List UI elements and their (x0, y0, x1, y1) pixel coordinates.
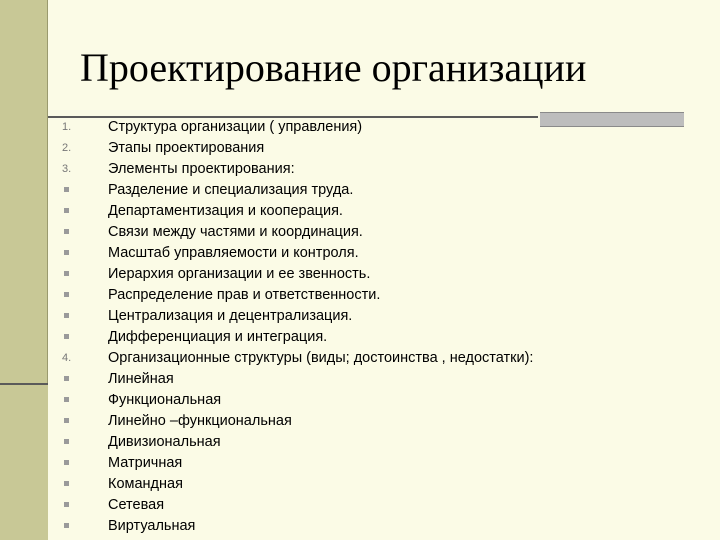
list-item-text: Линейная (108, 370, 174, 387)
square-bullet-icon (64, 439, 69, 444)
list-item (62, 200, 533, 221)
bullet-icon (62, 313, 108, 318)
list-item (62, 116, 533, 137)
bullet-icon (62, 376, 108, 381)
list-item (62, 347, 533, 368)
list-item (62, 263, 533, 284)
square-bullet-icon (64, 271, 69, 276)
bullet-icon (62, 397, 108, 402)
list-item (62, 242, 533, 263)
bullet-icon (62, 229, 108, 234)
bullet-icon (62, 208, 108, 213)
list-item-text: Связи между частями и координация. (108, 223, 363, 240)
list-item (62, 326, 533, 347)
square-bullet-icon (64, 376, 69, 381)
list-item (62, 389, 533, 410)
list-item (62, 473, 533, 494)
list-item (62, 137, 533, 158)
list-item (62, 221, 533, 242)
content-list (62, 116, 533, 536)
square-bullet-icon (64, 502, 69, 507)
square-bullet-icon (64, 481, 69, 486)
square-bullet-icon (64, 334, 69, 339)
list-item-text: Сетевая (108, 496, 165, 513)
list-item (62, 305, 533, 326)
list-item-text: Иерархия организации и ее звенность. (108, 265, 371, 282)
square-bullet-icon (64, 460, 69, 465)
square-bullet-icon (64, 250, 69, 255)
square-bullet-icon (64, 397, 69, 402)
list-item-text: Департаментизация и кооперация. (108, 202, 343, 219)
bullet-icon (62, 502, 108, 507)
square-bullet-icon (64, 208, 69, 213)
list-item-text: Виртуальная (108, 517, 196, 534)
list-item (62, 368, 533, 389)
list-number: 2. (62, 141, 72, 154)
square-bullet-icon (64, 418, 69, 423)
bullet-icon (62, 271, 108, 276)
list-item-text: Разделение и специализация труда. (108, 181, 354, 198)
list-item-text: Распределение прав и ответственности. (108, 286, 381, 303)
list-item (62, 179, 533, 200)
bullet-icon (62, 523, 108, 528)
list-item (62, 494, 533, 515)
list-item-text: Структура организации ( управления) (108, 118, 363, 135)
list-item (62, 431, 533, 452)
list-item (62, 515, 533, 536)
left-decor-rule (0, 383, 48, 385)
list-item-text: Матричная (108, 454, 183, 471)
list-item (62, 452, 533, 473)
list-item (62, 158, 533, 179)
list-number: 3. (62, 162, 72, 175)
bullet-icon (62, 187, 108, 192)
slide-title: Проектирование организации (80, 45, 587, 90)
square-bullet-icon (64, 523, 69, 528)
bullet-icon (62, 250, 108, 255)
bullet-icon (62, 439, 108, 444)
list-item-text: Командная (108, 475, 183, 492)
list-item-text: Масштаб управляемости и контроля. (108, 244, 359, 261)
left-decor-panel (0, 0, 48, 383)
title-accent-bar (540, 112, 684, 127)
list-item-text: Централизация и децентрализация. (108, 307, 353, 324)
list-item-text: Линейно –функциональная (108, 412, 292, 429)
square-bullet-icon (64, 187, 69, 192)
square-bullet-icon (64, 313, 69, 318)
list-item-text: Дифференциация и интеграция. (108, 328, 328, 345)
bullet-icon (62, 334, 108, 339)
list-item-text: Элементы проектирования: (108, 160, 295, 177)
list-number: 4. (62, 351, 72, 364)
list-item (62, 410, 533, 431)
list-item-text: Дивизиональная (108, 433, 221, 450)
square-bullet-icon (64, 229, 69, 234)
list-item-text: Функциональная (108, 391, 222, 408)
bullet-icon (62, 418, 108, 423)
bullet-icon (62, 292, 108, 297)
list-item-text: Этапы проектирования (108, 139, 265, 156)
square-bullet-icon (64, 292, 69, 297)
list-number: 1. (62, 120, 72, 133)
bullet-icon (62, 481, 108, 486)
bullet-icon (62, 460, 108, 465)
list-item-text: Организационные структуры (виды; достоинства , недостатки): (108, 349, 534, 366)
list-item (62, 284, 533, 305)
